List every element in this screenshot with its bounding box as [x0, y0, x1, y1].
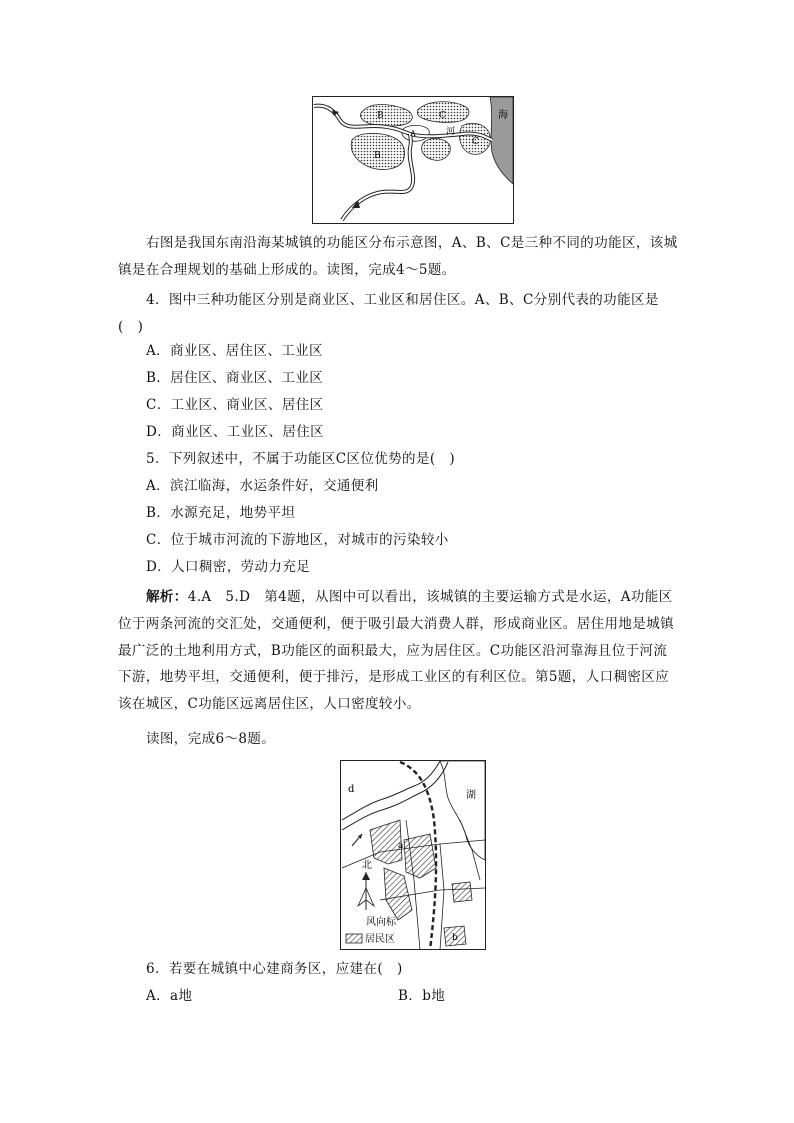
wind-vane-label: 风向标	[366, 917, 396, 928]
label-d: d	[348, 784, 355, 795]
legend-label: 居民区	[365, 934, 395, 945]
q4-option-d: D．商业区、工业区、居住区	[146, 424, 325, 440]
q4-option-a: A．商业区、居住区、工业区	[146, 343, 323, 359]
zone-c-upper-label: C	[439, 111, 446, 121]
q4-option-b: B．居住区、商业区、工业区	[146, 370, 324, 386]
q6-option-b: B．b地	[398, 988, 446, 1004]
sea-label: 海	[498, 110, 508, 121]
q4-option-c: C．工业区、商业区、居住区	[146, 397, 324, 413]
label-a: a	[398, 841, 404, 851]
river-label: 河	[446, 127, 456, 137]
q5-option-c: C．位于城市河流的下游地区，对城市的污染较小	[146, 532, 449, 548]
town-residential-map	[340, 760, 486, 950]
question-5-stem: 5．下列叙述中，不属于功能区C区位优势的是( )	[146, 451, 456, 467]
q5-option-d: D．人口稠密，劳动力充足	[146, 559, 311, 575]
lake-label: 湖	[466, 790, 476, 801]
legend-swatch	[346, 934, 362, 943]
intro-paragraph-1: 右图是我国东南沿海某城镇的功能区分布示意图，A、B、C是三种不同的功能区，该城镇是在合理规划的基础上形成的。读图，完成4～5题。	[118, 235, 678, 278]
question-6-stem: 6．若要在城镇中心建商务区，应建在( )	[146, 961, 403, 977]
question-4-stem: 4．图中三种功能区分别是商业区、工业区和居住区。A、B、C分别代表的功能区是( )	[118, 292, 659, 335]
north-label: 北	[362, 860, 372, 871]
label-b: b	[452, 933, 458, 943]
intro-paragraph-2: 读图，完成6～8题。	[146, 731, 276, 747]
zone-b-lower-label: B	[374, 151, 381, 161]
q5-option-b: B．水源充足，地势平坦	[146, 505, 296, 521]
analysis-head: 解析：	[146, 589, 188, 605]
zone-b-upper-label: B	[377, 111, 384, 121]
analysis-answer: 4.A 5.D	[187, 589, 251, 605]
q6-option-a: A．a地	[146, 988, 193, 1004]
analysis-paragraph	[118, 584, 678, 718]
analysis-body: 第4题，从图中可以看出，该城镇的主要运输方式是水运，A功能区位于两条河流的交汇处，交通便利，便于吸引最大消费人群，形成商业区。居住用地是城镇最广泛的土地利用方式，B功能区的面积最大，应为居住区。C功能区沿河靠海且位于河流下游，地势平坦，交通便利，便于排污，是形成工业区的有利区位。第5题，人口稠密区应该在城区，C功能区远离居住区，人口密度较小。	[118, 589, 674, 713]
zone-a-label: A	[410, 129, 416, 138]
town-function-zone-map	[312, 96, 514, 224]
residential-area-4	[452, 882, 472, 902]
zone-c-right-label: C	[472, 137, 479, 147]
q5-option-a: A．滨江临海，水运条件好，交通便利	[146, 478, 379, 494]
